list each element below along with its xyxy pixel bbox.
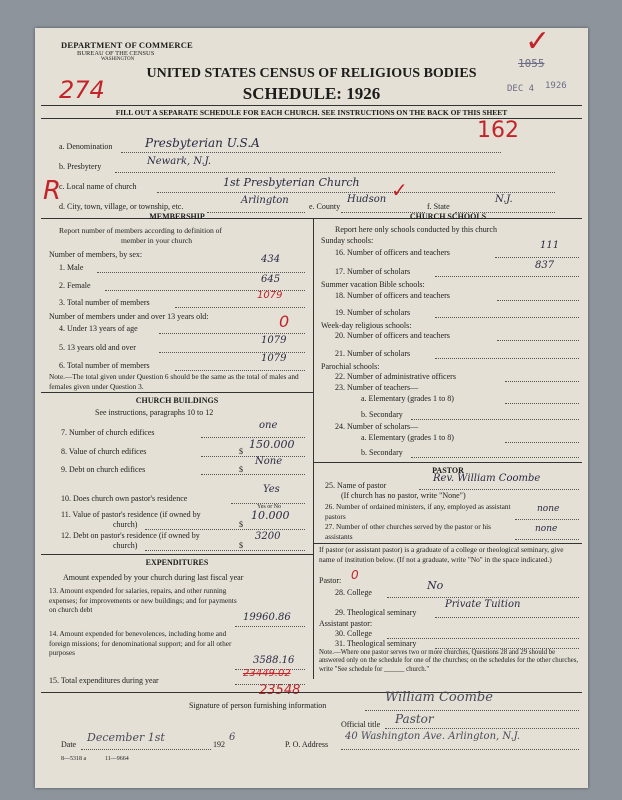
church-name-label: c. Local name of church <box>59 182 137 191</box>
date-value: December 1st <box>87 731 165 744</box>
q25-label: 25. Name of pastor <box>325 481 387 490</box>
parochial-schools-label: Parochial schools: <box>321 362 380 371</box>
q8-label: 8. Value of church edifices <box>61 447 147 456</box>
county-check-mark: ✓ <box>391 178 408 202</box>
q11-value: 10.000 <box>251 509 290 522</box>
department-label: DEPARTMENT OF COMMERCE <box>61 40 193 50</box>
buildings-heading: CHURCH BUILDINGS <box>135 396 219 405</box>
q19-line <box>435 317 579 318</box>
q26-label: 26. Number of ordained ministers, if any, employed as assistant pastors <box>325 502 511 521</box>
sunday-schools-label: Sunday schools: <box>321 236 374 245</box>
q29-value: Private Tuition <box>445 599 521 610</box>
q16-label: 16. Number of officers and teachers <box>335 248 450 257</box>
q2-female-value: 645 <box>261 274 281 285</box>
official-title-label: Official title <box>341 720 381 729</box>
red-number-162: 162 <box>477 118 519 143</box>
q30-label: 30. College <box>335 629 372 638</box>
census-form-sheet <box>35 28 588 788</box>
q25-value: Rev. William Coombe <box>433 473 541 484</box>
q6-total-value: 1079 <box>261 353 287 364</box>
pastor-heading: PASTOR <box>432 466 464 475</box>
q17-label: 17. Number of scholars <box>335 267 411 276</box>
q24a-label: a. Elementary (grades 1 to 8) <box>361 433 454 442</box>
q29-label: 29. Theological seminary <box>335 608 417 617</box>
q27-label: 27. Number of other churches served by the pastor or his assistants <box>325 522 491 541</box>
q24b-line <box>411 457 579 458</box>
q12-line <box>145 550 305 551</box>
yes-no-hint: Yes or No <box>257 504 282 510</box>
pastor-rule <box>314 462 582 463</box>
q26-line <box>515 519 579 520</box>
members-by-sex-label: Number of members, by sex: <box>49 250 143 259</box>
signature-label: Signature of person furnishing information <box>189 701 327 710</box>
q10-label: 10. Does church own pastor's residence <box>61 494 188 503</box>
q8-dollar: $ <box>239 447 243 456</box>
bureau-label: BUREAU OF THE CENSUS <box>77 50 155 57</box>
membership-heading: MEMBERSHIP <box>149 212 205 221</box>
q4-line <box>159 333 305 334</box>
q14-value: 3588.16 <box>253 655 295 666</box>
q27-line <box>515 539 579 540</box>
q3-total-value: 1079 <box>257 290 283 301</box>
schools-intro: Report here only schools conducted by this church <box>335 225 497 234</box>
q19-label: 19. Number of scholars <box>335 308 411 317</box>
q20-label: 20. Number of officers and teachers <box>335 331 450 340</box>
q15-label: 15. Total expenditures during year <box>49 676 159 685</box>
pastor-note: Note.—Where one pastor serves two or more churches, Questions 28 and 29 should be answered only on the schedule for one of the churches; on the schedules for the other churches, write "See schedule for ______ church." <box>319 649 579 673</box>
q28-line <box>387 597 579 598</box>
assistant-pastor-subheading: Assistant pastor: <box>319 619 373 628</box>
q22-line <box>505 381 579 382</box>
q23b-line <box>411 419 579 420</box>
q23a-label: a. Elementary (grades 1 to 8) <box>361 394 454 403</box>
membership-intro-1: Report number of members according to definition of <box>59 226 223 235</box>
q15-value: 23449.02 <box>243 668 291 679</box>
form-number-2: 11—9664 <box>105 756 129 762</box>
washington-label: WASHINGTON <box>101 57 135 62</box>
official-title-line <box>385 728 579 729</box>
q17-line <box>435 276 579 277</box>
buildings-rule <box>41 392 313 393</box>
schools-heading: CHURCH SCHOOLS <box>409 212 487 221</box>
denomination-line <box>121 152 501 153</box>
q12-label: 12. Debt on pastor's residence (if owned by <box>61 531 200 540</box>
stamp-year: 1926 <box>545 81 567 91</box>
year-suffix: 6 <box>229 732 236 743</box>
q23a-line <box>505 403 579 404</box>
membership-note: Note.—The total given under Question 6 should be the same as the total of males and females given under Question 3. <box>49 372 299 391</box>
q28-value: No <box>427 579 444 592</box>
q5-13over-value: 1079 <box>261 335 287 346</box>
county-value: Hudson <box>347 194 387 205</box>
q20-line <box>497 340 579 341</box>
pastor-subheading: Pastor: <box>319 576 342 585</box>
membership-intro-2: member in your church <box>121 236 193 245</box>
q5-13over-label: 5. 13 years old and over <box>59 343 136 352</box>
graduate-note: If pastor (or assistant pastor) is a graduate of a college or theological seminary, give name of institution below. (If not a graduate, write "No" in the space indicated.) <box>319 545 564 564</box>
city-value: Arlington <box>241 195 289 206</box>
signature-line <box>365 710 579 711</box>
q9-dollar: $ <box>239 465 243 474</box>
q21-line <box>435 358 579 359</box>
q4-under13-label: 4. Under 13 years of age <box>59 324 138 333</box>
schedule-instruction: FILL OUT A SEPARATE SCHEDULE FOR EACH CHURCH. SEE INSTRUCTIONS ON THE BACK OF THIS SHEET <box>115 108 508 117</box>
city-label: d. City, town, village, or township, etc. <box>59 202 184 211</box>
q1-male-value: 434 <box>261 254 281 265</box>
denomination-label: a. Denomination <box>59 142 113 151</box>
stamp-date: DEC 4 <box>507 84 535 94</box>
q13-line <box>235 626 305 627</box>
q8-line <box>201 456 305 457</box>
q21-label: 21. Number of scholars <box>335 349 411 358</box>
q9-value: None <box>255 456 283 467</box>
q12-value: 3200 <box>255 531 281 542</box>
q3-total-label: 3. Total number of members <box>59 298 150 307</box>
expenditures-heading: EXPENDITURES <box>145 558 209 567</box>
q10-value: Yes <box>263 484 280 495</box>
q22-label: 22. Number of administrative officers <box>335 372 456 381</box>
column-divider <box>313 218 314 679</box>
q9-line <box>201 474 305 475</box>
q13-value: 19960.86 <box>243 612 291 623</box>
q9-label: 9. Debt on church edifices <box>61 465 146 474</box>
q25-hint: (If church has no pastor, write "None") <box>341 491 466 500</box>
under-over-label: Number of members under and over 13 years old: <box>49 312 209 321</box>
q24a-line <box>505 442 579 443</box>
q11-label-2: church) <box>113 520 138 529</box>
red-letter-r: R <box>43 176 62 206</box>
graduate-rule <box>314 543 582 544</box>
church-name-line <box>157 192 555 193</box>
state-value: N.J. <box>495 194 513 205</box>
expenditures-sub: Amount expended by your church during last fiscal year <box>63 573 244 582</box>
q6-line <box>175 370 305 371</box>
q4-under13-value: 0 <box>279 312 290 331</box>
year-prefix: 192 <box>213 740 225 749</box>
q11-dollar: $ <box>239 520 243 529</box>
form-title: UNITED STATES CENSUS OF RELIGIOUS BODIES <box>146 66 477 81</box>
q31-label: 31. Theological seminary <box>335 639 417 648</box>
q23b-label: b. Secondary <box>361 410 403 419</box>
q11-line <box>145 529 305 530</box>
signature-value: William Coombe <box>385 690 493 705</box>
q17-value: 837 <box>535 260 555 271</box>
q12-label-2: church) <box>113 541 138 550</box>
date-line <box>81 749 211 750</box>
q2-female-label: 2. Female <box>59 281 91 290</box>
q14-label: 14. Amount expended for benevolences, including home and foreign missions; for denominational support; and for all other purposes <box>49 629 232 657</box>
state-label: f. State <box>427 202 450 211</box>
pastor-red-mark: 0 <box>351 568 359 582</box>
red-check-mark: ✓ <box>525 28 551 59</box>
header-rule-top <box>41 105 582 106</box>
church-name-value: 1st Presbyterian Church <box>223 176 360 189</box>
q18-line <box>497 300 579 301</box>
q15-line <box>235 684 305 685</box>
q16-line <box>495 257 579 258</box>
q16-value: 111 <box>540 240 560 251</box>
q28-label: 28. College <box>335 588 372 597</box>
q23-label: 23. Number of teachers— <box>335 383 419 392</box>
presbytery-line <box>115 172 555 173</box>
q15-corrected-value: 23548 <box>259 683 301 698</box>
q7-value: one <box>259 420 278 431</box>
stamp-number: 1055 <box>518 57 545 70</box>
red-number-274: 274 <box>59 76 105 104</box>
buildings-sub: See instructions, paragraphs 10 to 12 <box>95 408 214 417</box>
presbytery-value: Newark, N.J. <box>147 156 212 167</box>
po-address-value: 40 Washington Ave. Arlington, N.J. <box>345 731 521 742</box>
date-label: Date <box>61 740 77 749</box>
county-label: e. County <box>309 202 341 211</box>
form-number: 8—5318 a <box>61 756 87 762</box>
q18-label: 18. Number of officers and teachers <box>335 291 450 300</box>
expenditures-rule <box>41 554 313 555</box>
presbytery-label: b. Presbytery <box>59 162 102 171</box>
q29-line <box>435 617 579 618</box>
q11-label: 11. Value of pastor's residence (if owned by <box>61 510 201 519</box>
weekday-schools-label: Week-day religious schools: <box>321 321 412 330</box>
po-address-line <box>341 749 579 750</box>
q1-line <box>97 272 305 273</box>
q25-line <box>419 489 579 490</box>
po-address-label: P. O. Address <box>285 740 329 749</box>
q1-male-label: 1. Male <box>59 263 84 272</box>
footer-rule <box>41 692 582 693</box>
summer-schools-label: Summer vacation Bible schools: <box>321 280 425 289</box>
schedule-title: SCHEDULE: 1926 <box>242 84 381 103</box>
denomination-value: Presbyterian U.S.A <box>145 136 260 150</box>
q26-value: none <box>537 504 560 514</box>
q7-label: 7. Number of church edifices <box>61 428 155 437</box>
q6-total-label: 6. Total number of members <box>59 361 150 370</box>
q13-label: 13. Amount expended for salaries, repairs, and other running expenses; for improvements or new buildings; and for payments on church debt <box>49 586 237 614</box>
q8-value: 150.000 <box>249 438 295 451</box>
official-title-value: Pastor <box>395 712 434 726</box>
q3-line <box>175 307 305 308</box>
q12-dollar: $ <box>239 541 243 550</box>
q24b-label: b. Secondary <box>361 448 403 457</box>
q27-value: none <box>535 524 558 534</box>
q24-label: 24. Number of scholars— <box>335 422 419 431</box>
